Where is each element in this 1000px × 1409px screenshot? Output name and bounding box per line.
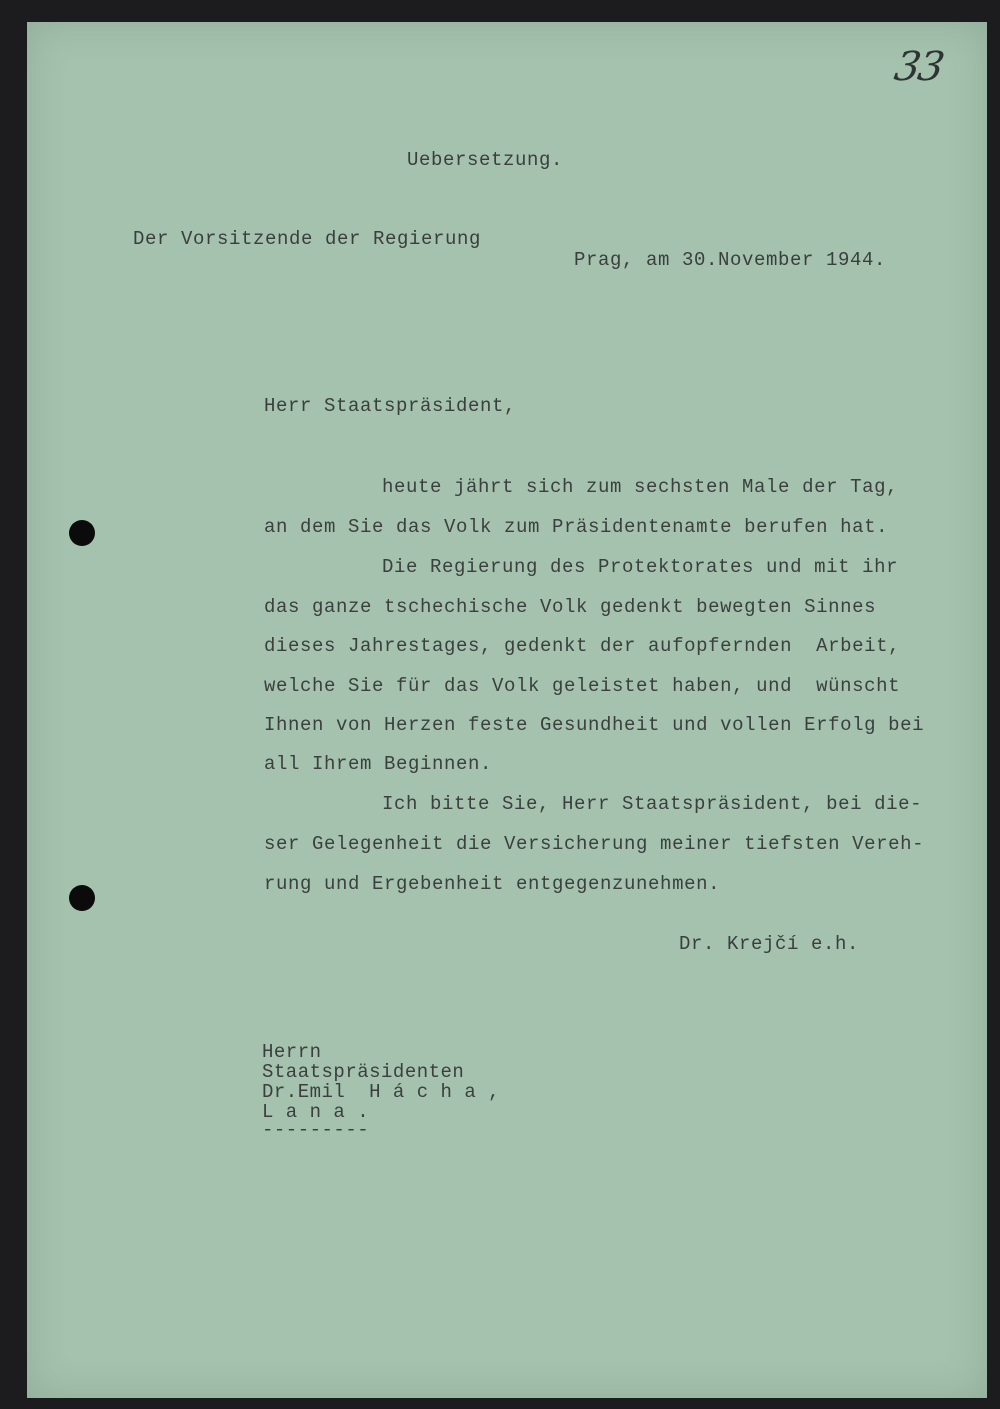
- address-line: Staatspräsidenten: [262, 1061, 465, 1083]
- body-line: all Ihrem Beginnen.: [264, 753, 493, 775]
- body-line: heute jährt sich zum sechsten Male der Tag,: [382, 476, 899, 498]
- body-line: ser Gelegenheit die Versicherung meiner tiefsten Vereh-: [264, 833, 925, 855]
- body-line: Ihnen von Herzen feste Gesundheit und vollen Erfolg bei: [264, 714, 925, 736]
- place-date: Prag, am 30.November 1944.: [574, 249, 887, 271]
- body-line: an dem Sie das Volk zum Präsidentenamte berufen hat.: [264, 516, 889, 538]
- punch-hole-top: [69, 520, 95, 546]
- address-line: L a n a .: [262, 1101, 370, 1123]
- heading: Uebersetzung.: [407, 149, 564, 171]
- address-line: Herrn: [262, 1041, 322, 1063]
- body-line: Ich bitte Sie, Herr Staatspräsident, bei die-: [382, 793, 923, 815]
- page-number: 33: [890, 44, 946, 90]
- body-line: dieses Jahrestages, gedenkt der aufopfernden Arbeit,: [264, 635, 901, 657]
- body-line: welche Sie für das Volk geleistet haben, und wünscht: [264, 675, 901, 697]
- document-page: [27, 22, 987, 1398]
- salutation: Herr Staatspräsident,: [264, 395, 517, 417]
- address-underline: ---------: [262, 1119, 370, 1141]
- punch-hole-bottom: [69, 885, 95, 911]
- body-line: das ganze tschechische Volk gedenkt bewegten Sinnes: [264, 596, 877, 618]
- body-line: rung und Ergebenheit entgegenzunehmen.: [264, 873, 721, 895]
- signature: Dr. Krejčí e.h.: [679, 933, 860, 955]
- address-line: Dr.Emil H á c h a ,: [262, 1081, 501, 1103]
- sender: Der Vorsitzende der Regierung: [133, 228, 482, 250]
- body-line: Die Regierung des Protektorates und mit ihr: [382, 556, 899, 578]
- recipient-address: [262, 1041, 562, 1151]
